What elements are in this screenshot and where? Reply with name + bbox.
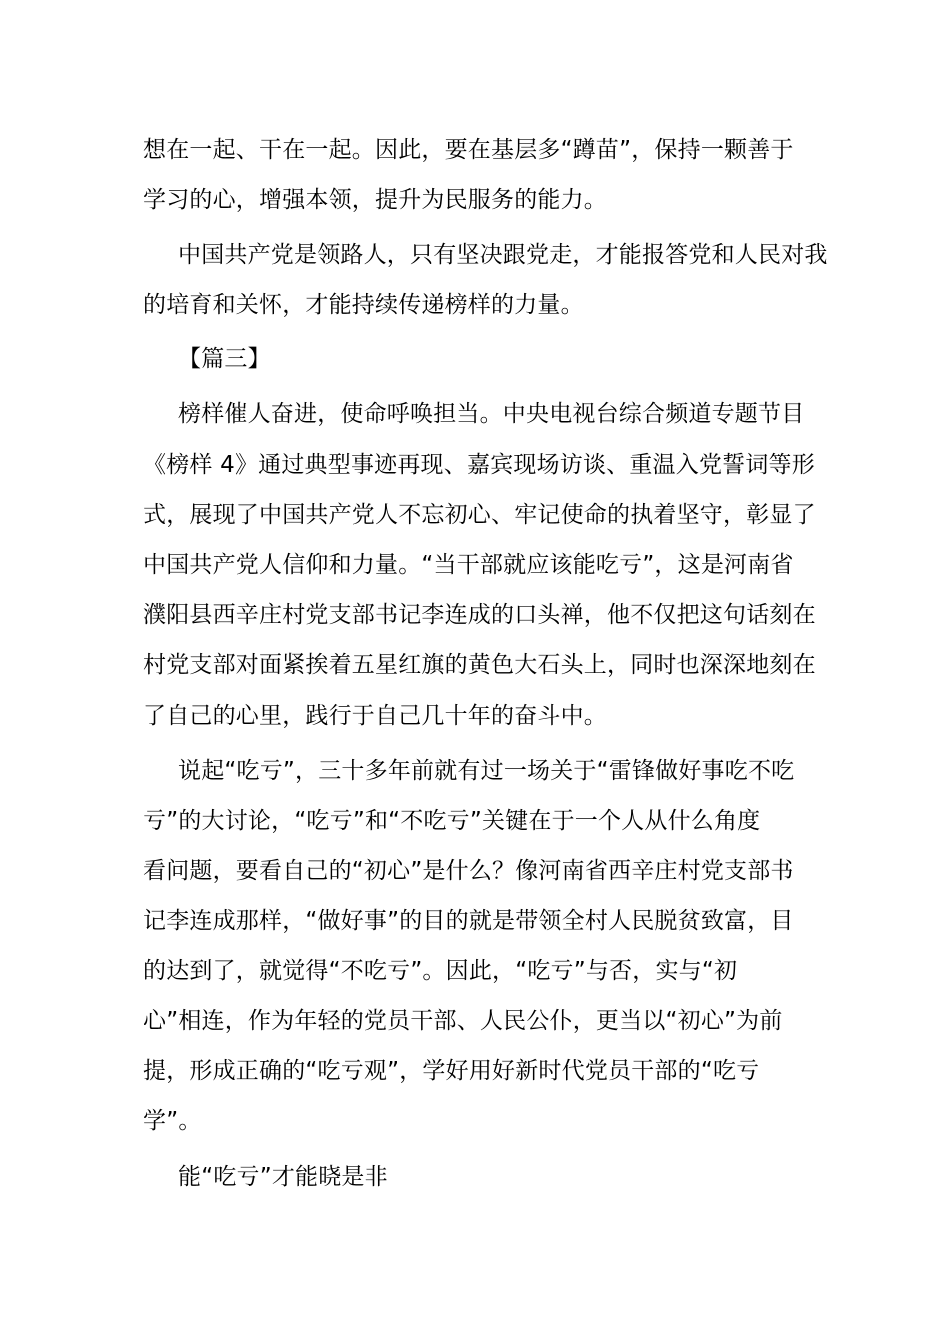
text-line: 记李连成那样，“做好事”的目的就是带领全村人民脱贫致富，目 [143,908,794,934]
paragraph-first-line: 中国共产党是领路人，只有坚决跟党走，才能报答党和人民对我 [178,242,828,268]
text-line: 心”相连，作为年轻的党员干部、人民公仆，更当以“初心”为前 [143,1008,783,1034]
text-line: 的达到了，就觉得“不吃亏”。因此，“吃亏”与否，实与“初 [143,958,738,984]
text-line: 的培育和关怀，才能持续传递榜样的力量。 [143,292,584,318]
text-line: 濮阳县西辛庄村党支部书记李连成的口头禅，他不仅把这句话刻在 [143,602,816,628]
text-line: 提，形成正确的“吃亏观”，学好用好新时代党员干部的“吃亏 [143,1058,760,1084]
text-line: 《榜样 4》通过典型事迹再现、嘉宾现场访谈、重温入党誓词等形 [143,452,815,478]
paragraph-first-line: 说起“吃亏”，三十多年前就有过一场关于“雷锋做好事吃不吃 [178,758,795,784]
text-line: 想在一起、干在一起。因此，要在基层多“蹲苗”，保持一颗善于 [143,137,794,163]
text-line: 式，展现了中国共产党人不忘初心、牢记使命的执着坚守，彰显了 [143,502,816,528]
paragraph-first-line: 能“吃亏”才能晓是非 [178,1164,388,1190]
text-line: 学”。 [143,1108,202,1134]
section-heading: 【篇三】 [178,346,271,372]
text-line: 学习的心，增强本领，提升为民服务的能力。 [143,187,607,213]
text-line: 看问题，要看自己的“初心”是什么？像河南省西辛庄村党支部书 [143,858,794,884]
text-line: 亏”的大讨论，“吃亏”和“不吃亏”关键在于一个人从什么角度 [143,808,761,834]
text-line: 中国共产党人信仰和力量。“当干部就应该能吃亏”，这是河南省 [143,552,794,578]
text-line: 了自己的心里，践行于自己几十年的奋斗中。 [143,703,607,729]
paragraph-first-line: 榜样催人奋进，使命呼唤担当。中央电视台综合频道专题节目 [178,401,805,427]
text-line: 村党支部对面紧挨着五星红旗的黄色大石头上，同时也深深地刻在 [143,652,816,678]
